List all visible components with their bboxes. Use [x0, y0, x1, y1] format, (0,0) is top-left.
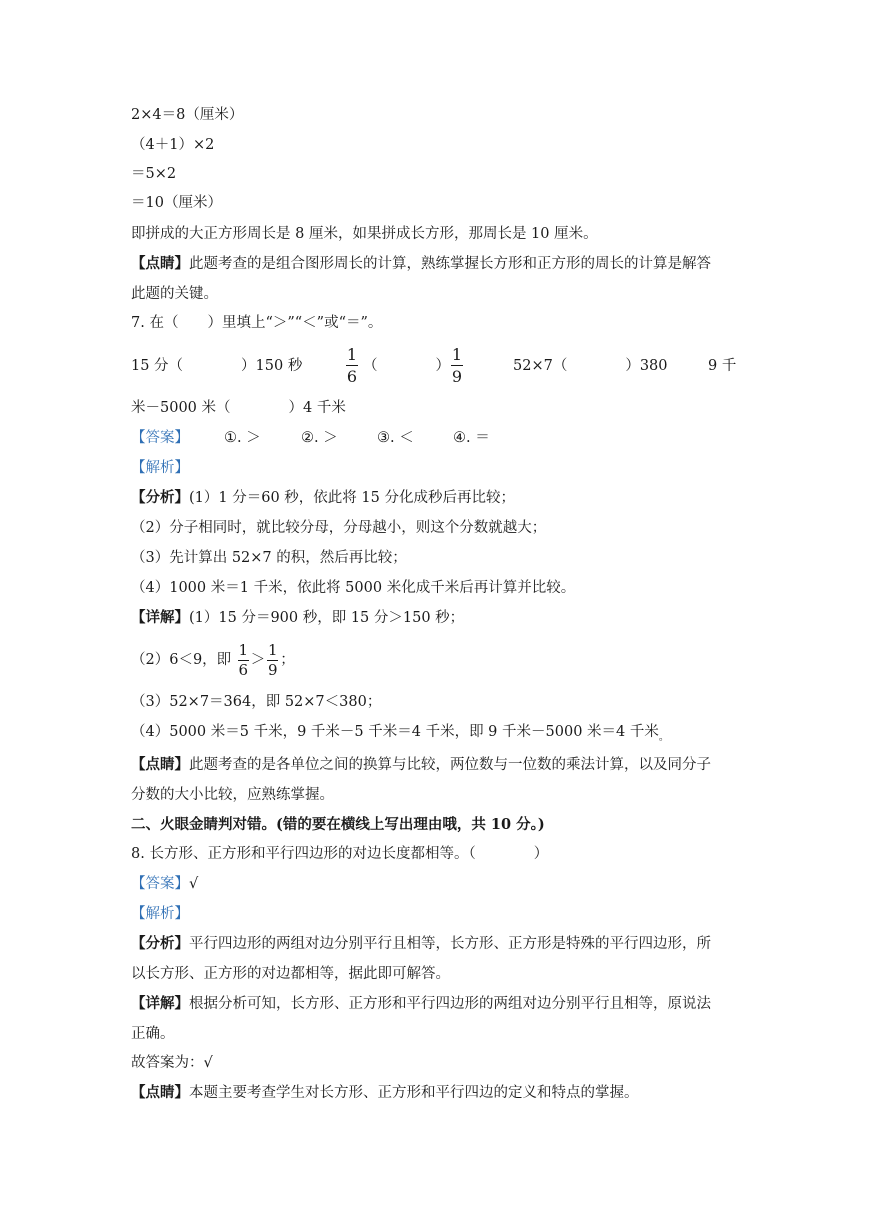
dianjing-text: 此题考查的是组合图形周长的计算，熟练掌握长方形和正方形的周长的计算是解答 [189, 256, 711, 272]
xiangjie-tag: 【详解】 [131, 609, 189, 626]
xiangjie-text: ； [280, 652, 295, 668]
text-line: 2×4＝8（厘米） [131, 107, 244, 123]
fraction-1-9 [267, 642, 278, 679]
question-8-title: 8. 长方形、正方形和平行四边形的对边长度都相等。（ ） [131, 846, 549, 862]
period-mark: 。 [658, 732, 669, 743]
text-line: 此题的关键。 [131, 286, 218, 302]
dianjing-text: 本题主要考查学生对长方形、正方形和平行四边的定义和特点的掌握。 [189, 1085, 639, 1101]
dianjing-line [131, 755, 711, 775]
fenxi-line: （4）1000 米＝1 千米，依此将 5000 米化成千米后再计算并比较。 [131, 580, 576, 596]
section-heading: 二、火眼金睛判对错。(错的要在横线上写出理由哦，共 10 分。) [131, 816, 545, 833]
fraction-1-9 [451, 345, 463, 386]
dianjing-tag: 【点睛】 [131, 1084, 189, 1101]
fraction-numerator: 1 [238, 640, 249, 659]
fraction-1-6 [346, 345, 358, 386]
dianjing-line: 分数的大小比较，应熟练掌握。 [131, 787, 334, 803]
dianjing-tag: 【点睛】 [131, 756, 189, 773]
fenxi-tag: 【分析】 [131, 489, 189, 506]
fenxi-line: （3）先计算出 52×7 的积，然后再比较； [131, 550, 407, 566]
fraction-denominator: 6 [238, 660, 249, 679]
xiangjie-line: （3）52×7＝364，即 52×7＜380； [131, 694, 382, 710]
item-4-start: 9 千 [708, 358, 737, 374]
jiexi-tag: 【解析】 [131, 460, 189, 476]
dianjing-line [131, 1083, 639, 1103]
fraction-1-6 [238, 642, 249, 679]
fenxi-text: (1）1 分＝60 秒，依此将 15 分化成秒后再比较； [189, 490, 515, 506]
xiangjie-text: （4）5000 米＝5 千米，9 千米－5 千米＝4 千米，即 9 千米－5000 米＝4 千米 [131, 724, 659, 740]
dianjing-line [131, 254, 711, 274]
answer-value: √ [189, 876, 199, 892]
answer-2: ②. ＞ [301, 430, 338, 446]
fraction-denominator: 9 [451, 367, 463, 386]
fraction-bar [346, 365, 358, 366]
xiangjie-line [131, 722, 669, 748]
xiangjie-line [131, 608, 464, 628]
final-answer: 故答案为：√ [131, 1055, 213, 1071]
text-line: ＝5×2 [131, 166, 177, 182]
fenxi-line: 以长方形、正方形的对边都相等，据此即可解答。 [131, 966, 450, 982]
question-7-title: 7. 在（ ）里填上“＞”“＜”或“＝”。 [131, 315, 383, 331]
answer-line [131, 874, 198, 894]
fraction-numerator: 1 [451, 345, 463, 364]
fenxi-text: 平行四边形的两组对边分别平行且相等，长方形、正方形是特殊的平行四边形，所 [189, 936, 711, 952]
answer-tag: 【答案】 [131, 876, 189, 892]
item-1: 15 分（ ）150 秒 [131, 358, 303, 374]
dianjing-text: 此题考查的是各单位之间的换算与比较，两位数与一位数的乘法计算，以及同分子 [189, 757, 711, 773]
text-line: ＝10（厘米） [131, 195, 222, 211]
xiangjie-line [131, 994, 711, 1014]
fraction-numerator: 1 [268, 640, 278, 659]
xiangjie-text: （2）6＜9，即 [131, 652, 232, 668]
fraction-denominator: 6 [346, 367, 358, 386]
item-4-end: 米－5000 米（ ）4 千米 [131, 400, 346, 416]
fenxi-line [131, 934, 711, 954]
item-3: 52×7（ ）380 [513, 358, 668, 374]
jiexi-tag: 【解析】 [131, 906, 189, 922]
fraction-bar [451, 365, 463, 366]
answer-line [131, 428, 531, 448]
fenxi-line: （2）分子相同时，就比较分母，分母越小，则这个分数就越大； [131, 520, 547, 536]
xiangjie-text: (1）15 分＝900 秒，即 15 分＞150 秒； [189, 610, 465, 626]
text-line: （4＋1）×2 [131, 137, 215, 153]
answer-3: ③. ＜ [377, 430, 414, 446]
xiangjie-line-fractions [131, 641, 295, 679]
dianjing-tag: 【点睛】 [131, 255, 189, 272]
text-line: 即拼成的大正方形周长是 8 厘米，如果拼成长方形，那周长是 10 厘米。 [131, 226, 598, 242]
xiangjie-text: 根据分析可知，长方形、正方形和平行四边形的两组对边分别平行且相等，原说法 [189, 996, 711, 1012]
fenxi-tag: 【分析】 [131, 935, 189, 952]
greater-than: ＞ [250, 652, 266, 668]
fraction-denominator: 9 [268, 660, 278, 679]
item-2-paren: （ ） [363, 358, 450, 374]
question-7-items [131, 345, 741, 396]
answer-tag: 【答案】 [131, 430, 189, 446]
fenxi-line [131, 488, 515, 508]
fraction-numerator: 1 [346, 345, 358, 364]
answer-1: ①. ＞ [224, 430, 261, 446]
xiangjie-tag: 【详解】 [131, 995, 189, 1012]
answer-4: ④. ＝ [453, 430, 490, 446]
xiangjie-line: 正确。 [131, 1026, 175, 1042]
